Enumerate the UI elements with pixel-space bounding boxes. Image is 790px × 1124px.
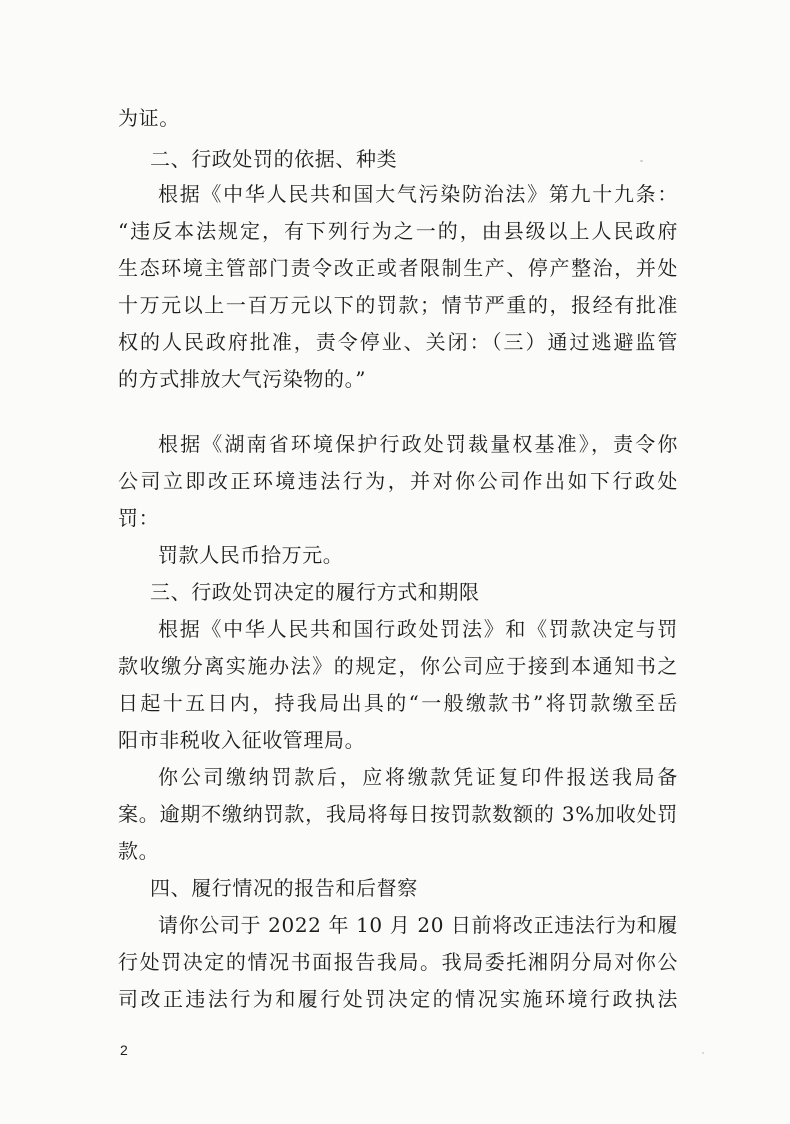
text-line: “违反本法规定，有下列行为之一的，由县级以上人民政府 <box>118 219 678 243</box>
text-line: 罚： <box>118 506 160 530</box>
text-line: 生态环境主管部门责令改正或者限制生产、停产整治，并处 <box>118 256 678 280</box>
text-line: 司改正违法行为和履行处罚决定的情况实施环境行政执法 <box>118 987 678 1011</box>
section-heading: 三、行政处罚决定的履行方式和期限 <box>150 580 480 604</box>
text-line: 根据《中华人民共和国大气污染防治法》第九十九条： <box>158 182 678 206</box>
text-line: 根据《湖南省环境保护行政处罚裁量权基准》，责令你 <box>158 432 678 456</box>
text-line: 公司立即改正环境违法行为，并对你公司作出如下行政处 <box>118 469 678 493</box>
text-line: 的方式排放大气污染物的。” <box>118 367 367 391</box>
scan-speck <box>702 1052 704 1054</box>
text-line: 为证。 <box>118 106 180 130</box>
text-line: 罚款人民币拾万元。 <box>158 543 344 567</box>
page-number: 2 <box>120 1042 128 1058</box>
text-line: 你公司缴纳罚款后，应将缴款凭证复印件报送我局备 <box>158 765 678 789</box>
scan-speck <box>640 160 643 162</box>
text-line: 款。 <box>118 839 160 863</box>
text-line: 案。逾期不缴纳罚款，我局将每日按罚款数额的 3%加收处罚 <box>118 802 678 826</box>
section-heading: 四、履行情况的报告和后督察 <box>150 876 418 900</box>
section-heading: 二、行政处罚的依据、种类 <box>150 147 398 171</box>
text-line: 阳市非税收入征收管理局。 <box>118 728 366 752</box>
text-line: 十万元以上一百万元以下的罚款；情节严重的，报经有批准 <box>118 293 678 317</box>
text-line: 权的人民政府批准，责令停业、关闭：（三）通过逃避监管 <box>118 330 678 354</box>
text-line: 款收缴分离实施办法》的规定，你公司应于接到本通知书之 <box>118 654 678 678</box>
text-line: 行处罚决定的情况书面报告我局。我局委托湘阴分局对你公 <box>118 950 678 974</box>
text-line: 请你公司于 2022 年 10 月 20 日前将改正违法行为和履 <box>158 913 678 937</box>
text-line: 日起十五日内，持我局出具的“一般缴款书”将罚款缴至岳 <box>118 691 678 715</box>
text-line: 根据《中华人民共和国行政处罚法》和《罚款决定与罚 <box>158 617 678 641</box>
